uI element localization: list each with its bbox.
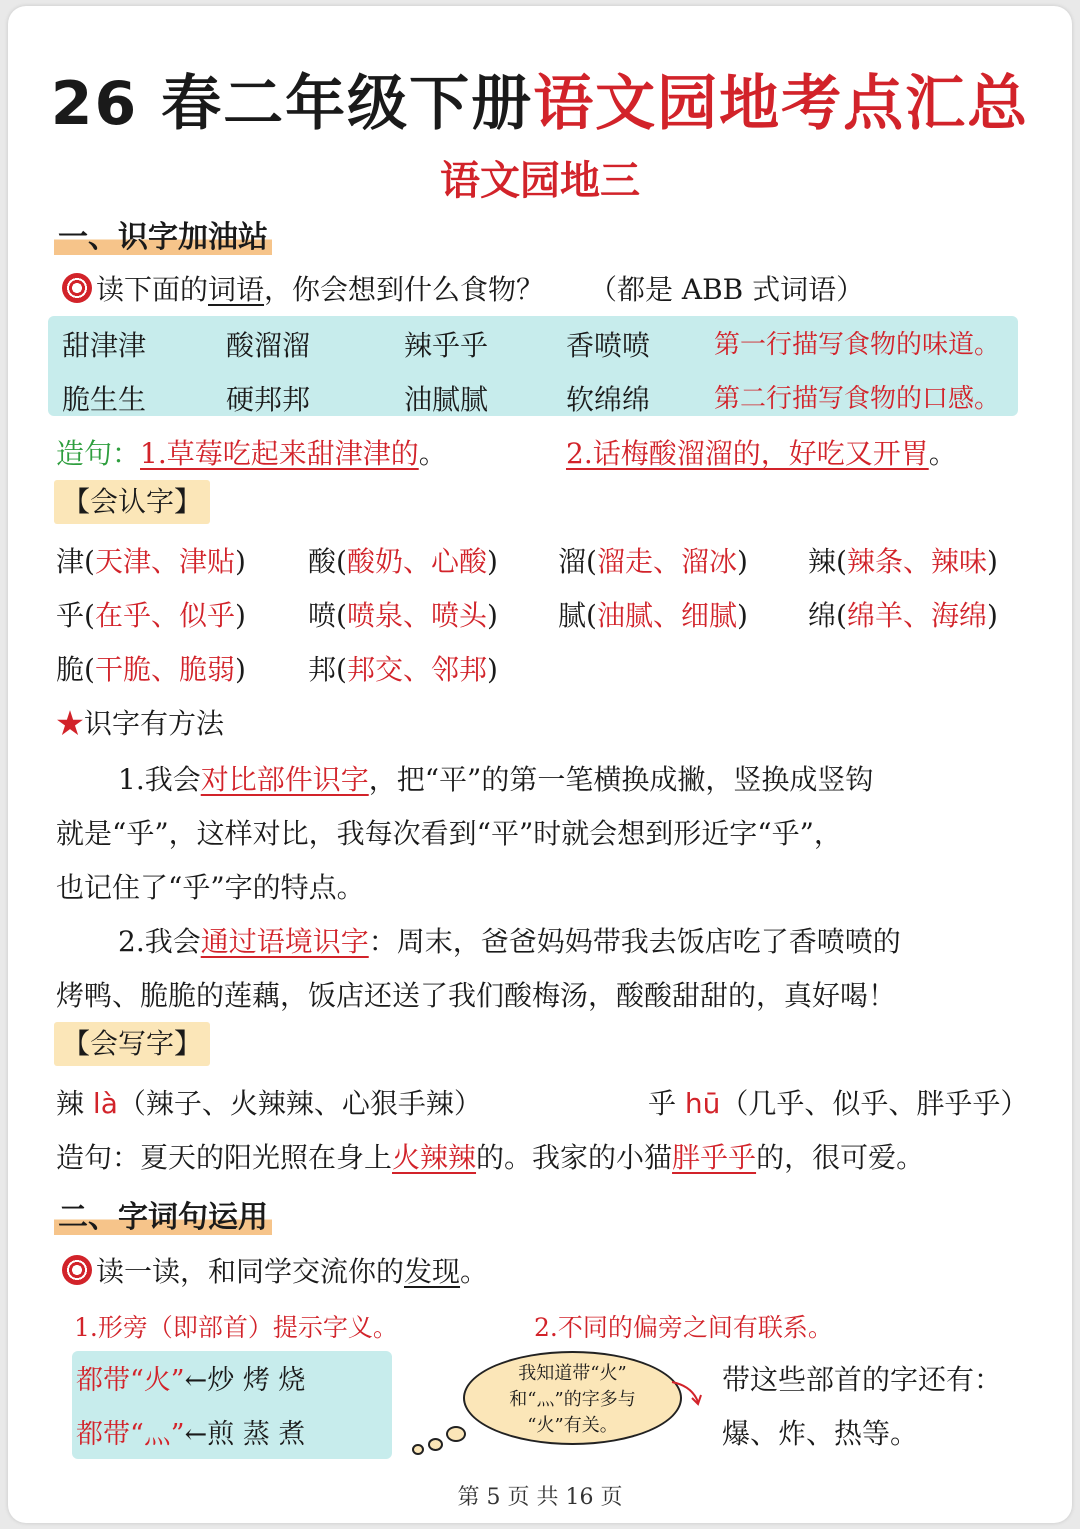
page-title xyxy=(8,56,1072,142)
title-red-part: 语文园地考点汇总 xyxy=(533,69,1030,139)
sentence-examples: 造句：1.草莓吃起来甜津津的。 xyxy=(56,437,447,470)
section2-heading: 二、字词句运用 xyxy=(54,1192,272,1236)
title-black-part: 26 春二年级下册 xyxy=(50,69,534,139)
section1-heading: 一、识字加油站 xyxy=(54,212,272,256)
thought-bubble-dot xyxy=(412,1444,424,1455)
sentence-example-2: 2.话梅酸溜溜的，好吃又开胃。 xyxy=(566,437,957,470)
point-2: 2.不同的偏旁之间有联系。 xyxy=(534,1313,833,1342)
star-icon: ★ xyxy=(56,707,85,740)
method-p1-line3: 也记住了“乎”字的特点。 xyxy=(56,871,365,904)
method-p2-line1: 2.我会通过语境识字：周末，爸爸妈妈带我去饭店吃了香喷喷的 xyxy=(118,925,901,958)
write-sentence: 造句：夏天的阳光照在身上火辣辣的。我家的小猫胖乎乎的，很可爱。 xyxy=(56,1141,925,1174)
write-item-1: 辣 là（辣子、火辣辣、心狠手辣） xyxy=(56,1087,482,1120)
section1-prompt: 读下面的词语，你会想到什么食物？ （都是 ABB 式词语） xyxy=(62,268,864,308)
thought-cloud: 我知道带“火” 和“灬”的字多与 “火”有关。 xyxy=(463,1351,682,1445)
method-p2-line2: 烤鸭、脆脆的莲藕，饭店还送了我们酸梅汤，酸酸甜甜的，真好喝！ xyxy=(56,979,897,1012)
write-item-2: 乎 hū（几乎、似乎、胖乎乎） xyxy=(648,1087,1029,1120)
arrow-icon xyxy=(668,1376,708,1410)
thought-bubble-dot xyxy=(428,1438,443,1451)
thought-bubble-dot xyxy=(446,1426,466,1442)
more-chars-line1: 带这些部首的字还有： xyxy=(722,1363,1003,1396)
radical-row-1: 都带“火”←炒 烤 烧 xyxy=(76,1365,306,1396)
prompt-note: （都是 ABB 式词语） xyxy=(588,273,865,306)
radical-row-2: 都带“灬”←煎 蒸 煮 xyxy=(76,1419,306,1450)
document-page: 26 春二年级下册语文园地考点汇总 语文园地三 一、识字加油站 读下面的词语，你会想到什么食物？ （都是 ABB 式词语） 甜津津 酸溜溜 辣乎乎 香喷喷 第一行描写食物的味道。 脆生生 硬邦邦 油腻腻 软绵绵 第二行描写食物的口感。 造句：1.草莓吃起来甜津津的。 2.话梅酸溜溜的，好吃又开胃。 【会认字】 津(天津、津贴) 酸(酸奶、心酸) 溜(溜走、溜冰) 辣(辣条、辣味) 乎(在乎、似乎) 喷(喷泉、喷头) 腻(油腻、细腻) 绵(绵羊、海绵) 脆(干脆、脆弱) 邦(邦交、邻邦) ★识字有方法 1.我会对比部件识字，把“平”的第一笔横换成撇，竖换成竖钩 就是“乎”，这样对比，我每次看到“平”时就会想到形近字“乎”， 也记住了“乎”字的特点。 2.我会通过语境识字：周末，爸爸妈妈带我去饭店吃了香喷喷的 烤鸭、脆脆的莲藕，饭店还送了我们酸梅汤，酸酸甜甜的，真好喝！ 【会写字】 辣 là（辣子、火辣辣、心狠手辣） 乎 hū（几乎、似乎、胖乎乎） 造句：夏天的阳光照在身上火辣辣的。我家的小猫胖乎乎的，很可爱。 二、字词句运用 读一读，和同学交流你的发现。 1.形旁（即部首）提示字义。 2.不同的偏旁之间有联系。 都带“火”←炒 烤 烧 都带“灬”←煎 蒸 煮 我知道带“火” 和“灬”的字多与 “火”有关。 带这些部首的字还有： 爆、炸、热等。 第 5 页 共 16 页 xyxy=(8,6,1072,1523)
method-heading: ★识字有方法 xyxy=(56,707,225,740)
swirl-icon xyxy=(62,1255,92,1285)
page-footer: 第 5 页 共 16 页 xyxy=(457,1485,623,1510)
write-tag: 【会写字】 xyxy=(54,1022,210,1066)
recognize-tag: 【会认字】 xyxy=(54,480,210,524)
method-p1-line1: 1.我会对比部件识字，把“平”的第一笔横换成撇，竖换成竖钩 xyxy=(118,763,874,796)
more-chars-line2: 爆、炸、热等。 xyxy=(722,1417,919,1450)
section2-prompt: 读一读，和同学交流你的发现。 xyxy=(62,1250,488,1290)
page-subtitle: 语文园地三 xyxy=(440,157,640,204)
method-p1-line2: 就是“乎”，这样对比，我每次看到“平”时就会想到形近字“乎”， xyxy=(56,817,842,850)
point-1: 1.形旁（即部首）提示字义。 xyxy=(74,1313,398,1342)
swirl-icon xyxy=(62,273,92,303)
